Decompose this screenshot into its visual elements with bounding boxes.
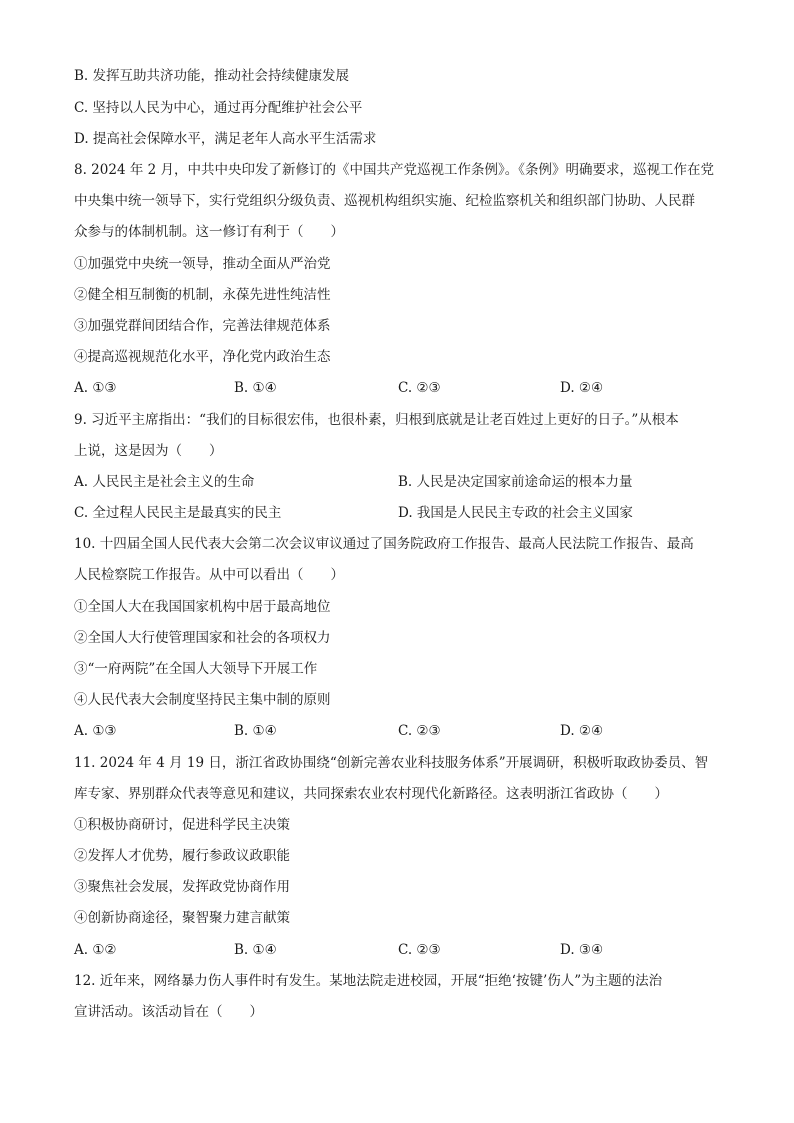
q10-option-c: C. ②③ xyxy=(398,723,441,739)
q9-options-row-1 xyxy=(74,473,724,491)
q8-option-b: B. ①④ xyxy=(234,380,277,396)
q8-statement-2: ②健全相互制衡的机制，永葆先进性纯洁性 xyxy=(74,287,331,303)
q11-option-c: C. ②③ xyxy=(398,942,441,958)
q9-option-d: D. 我国是人民民主专政的社会主义国家 xyxy=(398,505,633,521)
q8-option-d: D. ②④ xyxy=(560,380,604,396)
q8-stem-line-1: 8. 2024 年 2 月，中共中央印发了新修订的《中国共产党巡视工作条例》。《条例》明确要求，巡视工作在党 xyxy=(74,162,714,178)
q8-option-c: C. ②③ xyxy=(398,380,441,396)
q8-options xyxy=(74,379,724,397)
q8-statement-3: ③加强党群间团结合作，完善法律规范体系 xyxy=(74,318,331,334)
q12-stem-line-1: 12. 近年来，网络暴力伤人事件时有发生。某地法院走进校园，开展“拒绝‘按键’伤人”为主题的法治 xyxy=(74,973,663,989)
q11-statement-1: ①积极协商研讨，促进科学民主决策 xyxy=(74,817,290,833)
q9-stem-line-2: 上说，这是因为（ ） xyxy=(74,443,223,459)
q9-options-row-2 xyxy=(74,504,724,522)
q8-statement-4: ④提高巡视规范化水平，净化党内政治生态 xyxy=(74,349,331,365)
q11-statement-3: ③聚焦社会发展，发挥政党协商作用 xyxy=(74,879,290,895)
q11-statement-4: ④创新协商途径，聚智聚力建言献策 xyxy=(74,910,290,926)
prev-option-d: D. 提高社会保障水平，满足老年人高水平生活需求 xyxy=(74,131,377,147)
q11-option-a: A. ①② xyxy=(74,942,117,958)
q9-option-b: B. 人民是决定国家前途命运的根本力量 xyxy=(398,474,633,490)
q8-stem-line-3: 众参与的体制机制。这一修订有利于（ ） xyxy=(74,224,344,240)
q10-option-d: D. ②④ xyxy=(560,723,604,739)
q10-option-a: A. ①③ xyxy=(74,723,117,739)
q11-stem-line-2: 库专家、界别群众代表等意见和建议，共同探索农业农村现代化新路径。这表明浙江省政协（ ） xyxy=(74,786,668,802)
q8-option-a: A. ①③ xyxy=(74,380,117,396)
q9-option-a: A. 人民民主是社会主义的生命 xyxy=(74,474,255,490)
q11-option-b: B. ①④ xyxy=(234,942,277,958)
q11-statement-2: ②发挥人才优势，履行参政议政职能 xyxy=(74,848,290,864)
q10-statement-1: ①全国人大在我国国家机构中居于最高地位 xyxy=(74,599,331,615)
q9-stem-line-1: 9. 习近平主席指出：“我们的目标很宏伟，也很朴素，归根到底就是让老百姓过上更好的日子。”从根本 xyxy=(74,412,679,428)
q10-statement-3: ③“一府两院”在全国人大领导下开展工作 xyxy=(74,661,318,677)
q10-statement-4: ④人民代表大会制度坚持民主集中制的原则 xyxy=(74,692,331,708)
q8-stem-line-2: 中央集中统一领导下，实行党组织分级负责、巡视机构组织实施、纪检监察机关和组织部门协助、人民群 xyxy=(74,193,695,209)
q9-option-c: C. 全过程人民民主是最真实的民主 xyxy=(74,505,282,521)
q12-stem-line-2: 宣讲活动。该活动旨在（ ） xyxy=(74,1004,263,1020)
q10-stem-line-1: 10. 十四届全国人民代表大会第二次会议审议通过了国务院政府工作报告、最高人民法院工作报告、最高 xyxy=(74,536,694,552)
prev-option-c: C. 坚持以人民为中心，通过再分配维护社会公平 xyxy=(74,100,363,116)
q11-options xyxy=(74,941,724,959)
q8-statement-1: ①加强党中央统一领导，推动全面从严治党 xyxy=(74,256,331,272)
q11-option-d: D. ③④ xyxy=(560,942,604,958)
q10-stem-line-2: 人民检察院工作报告。从中可以看出（ ） xyxy=(74,567,344,583)
q10-options xyxy=(74,722,724,740)
prev-option-b: B. 发挥互助共济功能，推动社会持续健康发展 xyxy=(74,68,350,84)
q10-statement-2: ②全国人大行使管理国家和社会的各项权力 xyxy=(74,630,331,646)
q11-stem-line-1: 11. 2024 年 4 月 19 日，浙江省政协围绕“创新完善农业科技服务体系”开展调研，积极听取政协委员、智 xyxy=(74,755,709,771)
q10-option-b: B. ①④ xyxy=(234,723,277,739)
